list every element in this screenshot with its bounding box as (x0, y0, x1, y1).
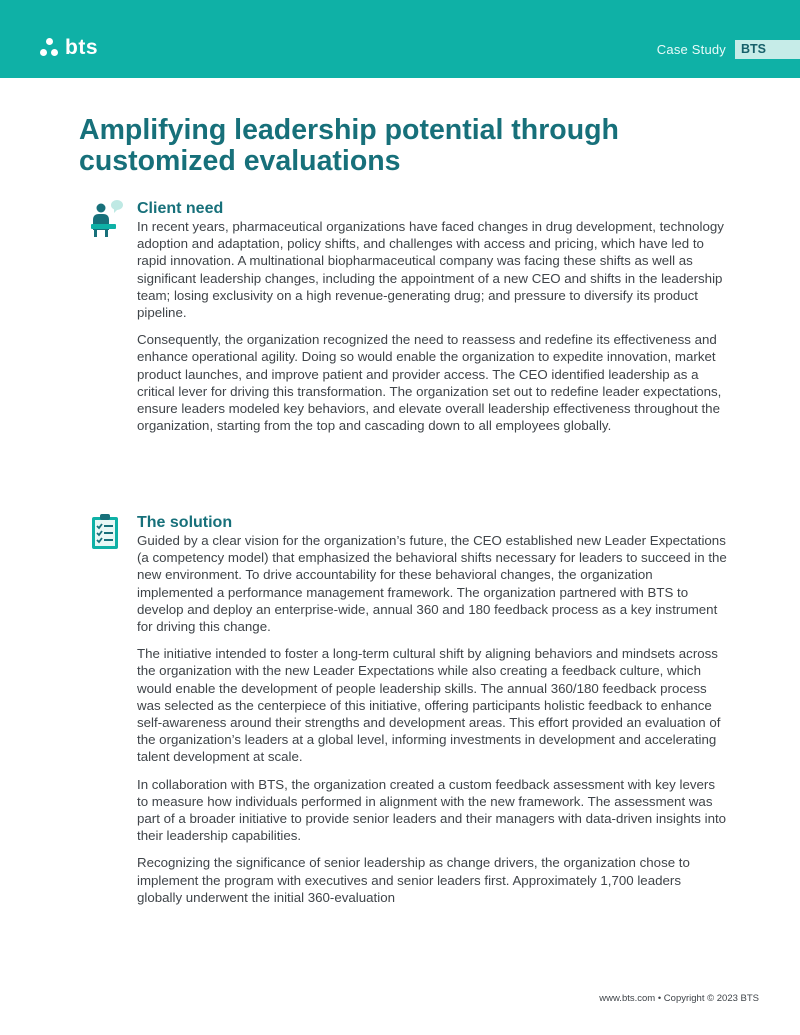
header-bar (0, 0, 800, 78)
page-title: Amplifying leadership potential through customized evaluations (79, 114, 619, 177)
client-need-section (137, 200, 727, 444)
footer-copyright: www.bts.com • Copyright © 2023 BTS (599, 993, 759, 1004)
clipboard-checklist-icon (90, 513, 124, 551)
solution-section (137, 514, 727, 916)
paragraph: The initiative intended to foster a long-term cultural shift by aligning behaviors and mindsets across the organization with the new Leader Expectations while also creating a feedback culture, which would enable the development of people leadership skills. The annual 360/180 feedback process was selected as the centerpiece of this initiative, offering participants holistic feedback to enhance self-awareness around their strengths and development areas. This effort provided an evaluation of the organization’s leaders at a global level, informing investments in development and accelerating talent development at scale. (137, 646, 721, 765)
header-right (657, 40, 800, 59)
bts-tag: BTS (735, 40, 800, 59)
case-study-label: Case Study (656, 42, 726, 57)
section-heading: The solution (137, 514, 233, 531)
section-heading: Client need (137, 200, 224, 217)
paragraph: In recent years, pharmaceutical organizations have faced changes in drug development, technology adoption and adaptation, policy shifts, and challenges with access and pricing, which have led to rapid innovation. A multinational biopharmaceutical company was facing these shifts as well as significant leadership changes, including the appointment of a new CEO and shifts in the leadership team; losing exclusivity on a high revenue-generating drug; and pressure to diversify its product pipeline. (137, 219, 724, 321)
logo-dots-icon (39, 37, 61, 59)
paragraph: Recognizing the significance of senior leadership as change drivers, the organization chose to implement the program with executives and senior leaders first. Approximately 1,700 leaders globally underwent the initial 360-evaluation (137, 855, 690, 905)
logo-text: bts (65, 36, 98, 59)
paragraph: Guided by a clear vision for the organization’s future, the CEO established new Leader Expectations (a competency model) that emphasized the behavioral shifts necessary for leaders to succeed in the new environment. To drive accountability for these behavioral changes, the organization implemented a performance management framework. The organization partnered with BTS to develop and deploy an enterprise-wide, annual 360 and 180 feedback process as a key instrument for driving this change. (137, 533, 727, 635)
person-speech-icon (90, 200, 126, 238)
bts-logo[interactable] (39, 37, 98, 59)
paragraph: In collaboration with BTS, the organization created a custom feedback assessment with key levers to measure how individuals performed in alignment with the new framework. The assessment was part of a broader initiative to provide senior leaders and their managers with data-driven insights into their leadership capabilities. (137, 776, 727, 844)
paragraph: Consequently, the organization recognized the need to reassess and redefine its effectiveness and enhance operational agility. Doing so would enable the organization to expedite innovation, market product launches, and improve patient and provider access. The CEO identified leadership as a critical lever for driving this transformation. The organization set out to redefine leader expectations, ensure leaders modeled key behaviors, and elevate overall leadership effectiveness throughout the organization, starting from the top and cascading down to all employees globally. (137, 332, 722, 434)
